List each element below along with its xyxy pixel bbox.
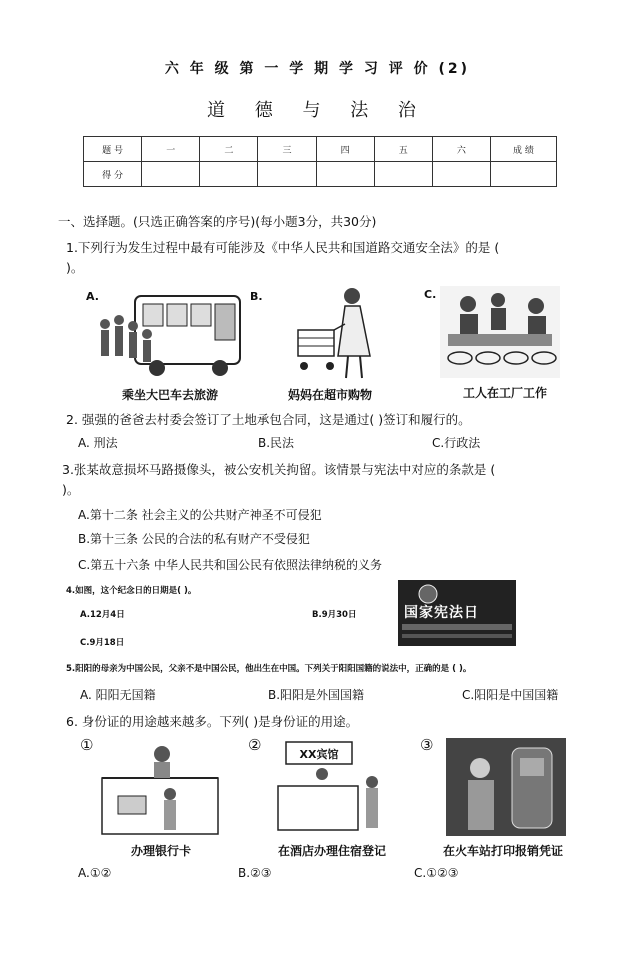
q1-option-b-letter[interactable]: B. [250,290,263,303]
q5-option-b[interactable]: B.阳阳是外国国籍 [268,688,365,702]
q5-option-a[interactable]: A. 阳阳无国籍 [80,688,156,702]
q3-option-b[interactable]: B.第十三条 公民的合法的私有财产不受侵犯 [78,532,310,546]
score-cell: 四 [316,137,374,162]
q1-text-cont: )。 [66,260,84,275]
score-input-cell[interactable] [258,162,316,187]
q1-text: 1.下列行为发生过程中最有可能涉及《中华人民共和国道路交通安全法》的是 ( [66,240,500,255]
q3-option-c[interactable]: C.第五十六条 中华人民共和国公民有依照法律纳税的义务 [78,558,383,572]
q6-text: 6. 身份证的用途越来越多。下列( )是身份证的用途。 [66,714,359,729]
q6-pic3-number: ③ [420,736,434,754]
score-input-cell[interactable] [142,162,200,187]
q3-text-cont: )。 [62,482,80,497]
section-heading: 一、选择题。(只选正确答案的序号)(每小题3分，共30分) [58,214,377,229]
bank-illustration [100,738,220,836]
score-cell: 五 [374,137,432,162]
q5-option-c[interactable]: C.阳阳是中国国籍 [462,688,559,702]
score-input-cell[interactable] [316,162,374,187]
q6-pic1-number: ① [80,736,94,754]
score-table-header-row [84,137,557,162]
exam-title: 六 年 级 第 一 学 期 学 习 评 价 (2) [164,61,471,77]
q4-text: 4.如图，这个纪念日的日期是( )。 [66,586,197,596]
score-cell: 二 [200,137,258,162]
subject-title: 道 德 与 法 治 [207,100,428,121]
score-table [83,136,557,187]
q5-text: 5.阳阳的母亲为中国公民，父亲不是中国公民，他出生在中国。下列关于阳阳国籍的说法中，正确的是 ( )。 [66,664,472,674]
q1-option-b-caption: 妈妈在超市购物 [287,388,372,402]
score-cell: 成 绩 [490,137,556,162]
hotel-illustration [272,738,392,836]
score-input-cell[interactable] [490,162,556,187]
q1-option-a-caption: 乘坐大巴车去旅游 [121,388,218,402]
q1-option-a-letter[interactable]: A. [86,290,99,303]
q6-pic2-caption: 在酒店办理住宿登记 [277,844,386,858]
q4-option-a[interactable]: A.12月4日 [80,610,125,620]
score-input-cell[interactable] [432,162,490,187]
score-cell: 题 号 [84,137,142,162]
q3-option-a[interactable]: A.第十二条 社会主义的公共财产神圣不可侵犯 [78,508,322,522]
q6-pic2-number: ② [248,736,262,754]
q4-option-c[interactable]: C.9月18日 [80,638,125,648]
score-table-score-row [84,162,557,187]
q6-option-a[interactable]: A.①② [78,866,112,880]
factory-illustration [440,286,560,378]
score-cell: 三 [258,137,316,162]
bus-illustration [95,290,245,382]
q2-text: 2. 强强的爸爸去村委会签订了土地承包合同，这是通过( )签订和履行的。 [66,412,471,427]
score-cell: 得 分 [84,162,142,187]
q6-option-b[interactable]: B.②③ [238,866,272,880]
supermarket-illustration [290,286,390,382]
constitution-day-image [398,580,516,646]
q4-option-b[interactable]: B.9月30日 [312,610,357,620]
q6-option-c[interactable]: C.①②③ [414,866,459,880]
q1-option-c-letter[interactable]: C. [424,288,437,301]
q6-pic3-caption: 在火车站打印报销凭证 [442,844,563,858]
q2-option-a[interactable]: A. 刑法 [78,436,118,450]
train-station-illustration [446,738,566,836]
score-cell: 六 [432,137,490,162]
q3-text: 3.张某故意损坏马路摄像头，被公安机关拘留。该情景与宪法中对应的条款是 ( [62,462,496,477]
score-cell: 一 [142,137,200,162]
q2-option-b[interactable]: B.民法 [258,436,295,450]
q1-option-c-caption: 工人在工厂工作 [462,386,547,400]
score-input-cell[interactable] [374,162,432,187]
q2-option-c[interactable]: C.行政法 [432,436,481,450]
constitution-day-text: 国家宪法日 [404,605,479,621]
hotel-sign: XX宾馆 [299,748,339,761]
q6-pic1-caption: 办理银行卡 [130,844,191,858]
score-input-cell[interactable] [200,162,258,187]
